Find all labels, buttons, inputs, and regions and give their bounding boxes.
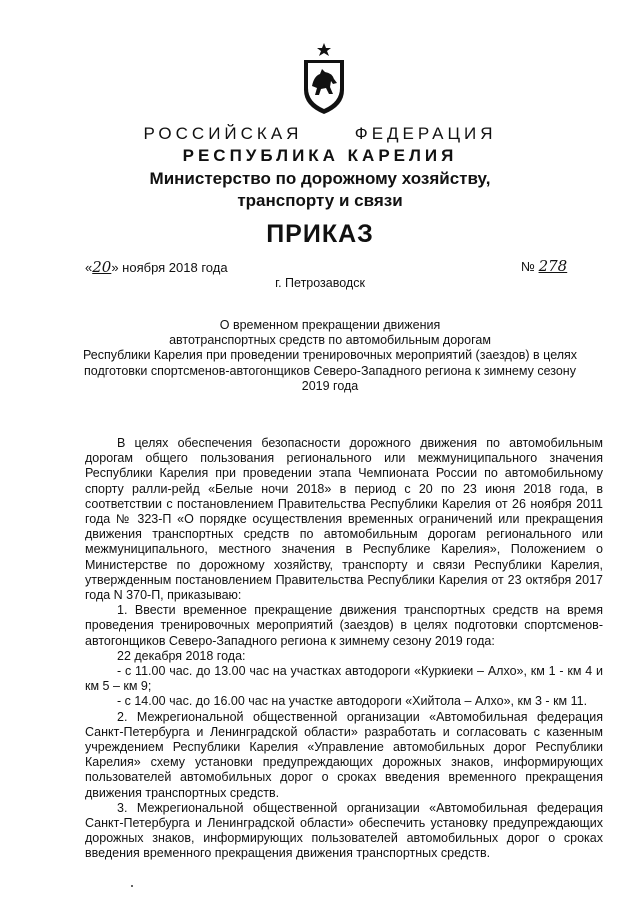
order-subject bbox=[60, 318, 600, 394]
body-item-3: 3. Межрегиональной общественной организации «Автомобильная федерация Санкт-Петербурга и Ленинградской области» обеспечить установку предупреждающих дорожных знаков, информирующих пользователей автомобильных дорог о сроках введения временного прекращения движения транспортных средств. bbox=[85, 800, 603, 861]
body-item-1: 1. Ввести временное прекращение движения транспортных средств на время проведения тренировочных мероприятий (заездов) в целях подготовки спортсменов-автогонщиков Северо-Западного региона к зимнему сезону 2019 года: bbox=[85, 603, 603, 648]
number-prefix: № bbox=[521, 259, 539, 274]
body-item-2: 2. Межрегиональной общественной организации «Автомобильная федерация Санкт-Петербурга и Ленинградской области» разработать и согласовать с казенным учреждением Республики Карелия «Управление автомобильных дорог Республики Карелия» схему установки предупреждающих дорожных знаков, информирующих пользователей автомобильных дорог о сроках введения временного прекращения движения транспортных средств. bbox=[85, 709, 603, 800]
number-handwritten: 278 bbox=[538, 257, 568, 275]
subject-line: Республики Карелия при проведении тренировочных мероприятий (заездов) в целях bbox=[82, 348, 578, 363]
order-body bbox=[85, 436, 603, 862]
header-ministry-line1: Министерство по дорожному хозяйству, bbox=[149, 169, 491, 188]
date-open-quote: « bbox=[85, 260, 93, 275]
order-date bbox=[85, 258, 228, 276]
order-city: г. Петрозаводск bbox=[275, 276, 365, 290]
header-federation: РОССИЙСКАЯ ФЕДЕРАЦИЯ bbox=[143, 124, 497, 143]
date-day-handwritten: 20 bbox=[92, 258, 112, 276]
order-title: ПРИКАЗ bbox=[266, 220, 374, 248]
page-mark bbox=[131, 885, 133, 887]
date-month-year: » ноября 2018 года bbox=[111, 260, 228, 275]
body-subitem-2: - с 14.00 час. до 16.00 час на участке автодороги «Хийтола – Алхо», км 3 - км 11. bbox=[117, 694, 588, 709]
body-preamble: В целях обеспечения безопасности дорожного движения по автомобильным дорогам общего пользования регионального или межмуниципального значения Республики Карелия при проведении этапа Чемпионата России по автомобильному спорту ралли-рейд «Белые ночи 2018» в период с 20 по 23 июня 2018 года, в соответствии с постановлением Правительства Республики Карелия от 26 ноября 2011 года № 323-П «О порядке осуществления временных ограничений или прекращения движения транспортных средств по автомобильным дорогам регионального или межмуниципального, местного значения в Республике Карелия», Положением о Министерстве по дорожному хозяйству, транспорту и связи Республики Карелия, утвержденным постановлением Правительства Республики Карелия от 23 октября 2017 года N 370-П, приказываю: bbox=[85, 436, 603, 603]
karelia-coat-of-arms-icon bbox=[300, 42, 348, 116]
header-ministry bbox=[0, 168, 640, 212]
subject-line: 2019 года bbox=[301, 378, 359, 393]
header-republic: РЕСПУБЛИКА КАРЕЛИЯ bbox=[182, 146, 458, 165]
subject-line: подготовки спортсменов-автогонщиков Северо-Западного региона к зимнему сезону bbox=[84, 363, 576, 378]
body-date: 22 декабря 2018 года: bbox=[117, 648, 246, 663]
body-subitem-1: - с 11.00 час. до 13.00 час на участках автодороги «Куркиеки – Алхо», км 1 - км 4 и км 5 – км 9; bbox=[85, 664, 603, 694]
order-number bbox=[521, 257, 567, 275]
subject-line: автотранспортных средств по автомобильным дорогам bbox=[169, 333, 491, 348]
header-ministry-line2: транспорту и связи bbox=[237, 191, 403, 210]
subject-line: О временном прекращении движения bbox=[219, 318, 441, 332]
